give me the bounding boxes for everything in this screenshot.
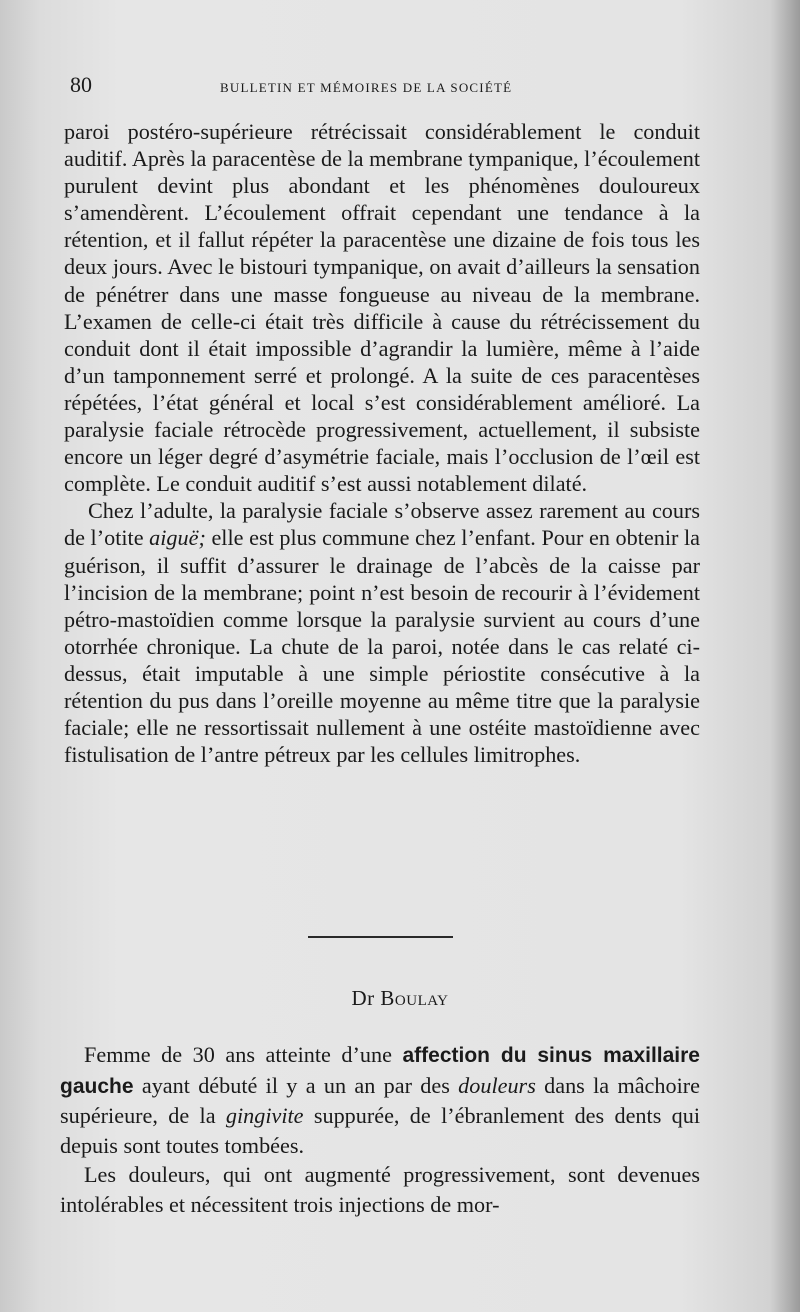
bold-diagnosis: affection du sinus maxillaire gauche (60, 1044, 700, 1098)
author-heading (0, 986, 800, 1011)
paragraph-pain-progression: Les douleurs, qui ont augmenté progressivement, sont devenues intolérables et nécessitent trois injections de mor- (60, 1162, 700, 1217)
body-text-section-2 (60, 1040, 700, 1219)
page-header (70, 72, 700, 102)
paragraph-case-description (60, 1040, 700, 1160)
paragraph-text: suppurée, de l’ébranlement des dents qui depuis sont toutes tombées. (60, 1103, 700, 1158)
paragraph-continuation: paroi postéro-supérieure rétrécissait considérablement le conduit auditif. Après la paracentèse de la membrane tympanique, l’écoulement purulent devint plus abondant et les phénomènes douloureux s’amendèrent. L’écoulement offrait cependant une tendance à la rétention, et il fallut répéter la paracentèse une dizaine de fois tous les deux jours. Avec le bistouri tympanique, on avait d’ailleurs la sensation de pénétrer dans une masse fongueuse au niveau de la membrane. L’examen de celle-ci était très difficile à cause du rétrécissement du conduit dont il était impossible d’agrandir la lumière, même à l’aide d’un tamponnement serré et prolongé. A la suite de ces paracentèses répétées, l’état général et local s’est considérablement amélioré. La paralysie faciale rétrocède progressivement, actuellement, il subsiste encore un léger degré d’asymétrie faciale, mais l’occlusion de l’œil est complète. Le conduit auditif s’est aussi notablement dilaté. (64, 119, 700, 497)
running-title: BULLETIN ET MÉMOIRES DE LA SOCIÉTÉ (220, 80, 513, 95)
author-title: Dr (351, 986, 375, 1010)
paragraph-text: dans la mâchoire supérieure, de la (60, 1072, 700, 1128)
page-number: 80 (70, 72, 92, 97)
italic-term: douleurs (458, 1072, 536, 1098)
italic-term: aiguë; (149, 525, 206, 551)
paragraph-text: elle est plus commune chez l’enfant. Pour en obtenir la guérison, il suffit d’assurer le drainage de l’abcès de la caisse par l’incision de la membrane; point n’est besoin de recourir à l’évidement pétro-mastoïdien comme lorsque la paralysie survient au cours d’une otorrhée chronique. La chute de la paroi, notée dans le cas relaté ci-dessus, était imputable à une simple périostite consécutive à la rétention du pus dans l’oreille moyenne au même titre que la paralysie faciale; elle ne ressortissait nullement à une ostéite mastoïdienne avec fistulisation de l’antre pétreux par les cellules limitrophes. (64, 525, 700, 768)
italic-term: gingivite (225, 1103, 304, 1128)
section-divider (308, 936, 453, 938)
paragraph-text: Femme de 30 ans atteinte d’une (84, 1042, 403, 1067)
author-name: Boulay (380, 986, 449, 1010)
paragraph-adult-facial-paralysis (64, 497, 700, 768)
paragraph-text: ayant débuté il y a un an par des (133, 1072, 459, 1098)
paragraph-text: Chez l’adulte, la paralysie faciale s’observe assez rarement au cours de l’otite (64, 498, 700, 551)
body-text-section-1 (64, 118, 700, 768)
